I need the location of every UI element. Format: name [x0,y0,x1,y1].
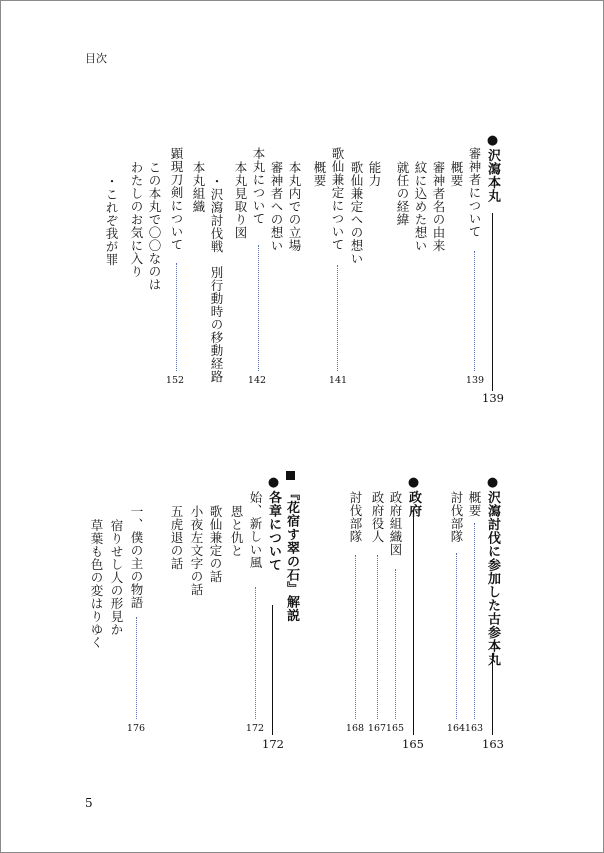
leader-dots [355,555,356,719]
toc-page-number: 167 [367,723,387,734]
toc-item[interactable]: この本丸で〇〇なのは [147,161,162,291]
chapter-title-kaisetsu: 『花宿す翠の石』解説 [284,487,299,622]
toc-item[interactable]: 一、僕の主の物語 [129,505,144,609]
toc-item[interactable]: 始、新しい風 [248,491,263,569]
leader-dots [176,263,177,371]
chapter-rule [272,605,273,735]
leader-dots [136,617,137,719]
toc-item-saniwa[interactable]: 審神者について [467,147,482,238]
toc-item[interactable]: 概要 [467,491,482,517]
toc-item[interactable]: 本丸内での立場 [287,161,302,252]
toc-page-number: 141 [328,375,348,386]
toc-item[interactable]: 討伐部隊 [449,491,464,543]
square-bullet-icon [286,471,295,480]
toc-page-number: 176 [126,723,146,734]
toc-item[interactable]: 宿りせし人の形見か [109,519,124,636]
leader-dots [456,553,457,719]
toc-item[interactable]: 恩と仇と [229,505,244,557]
toc-item[interactable]: 討伐部隊 [348,491,363,543]
leader-dots [377,555,378,719]
leader-dots [337,265,338,371]
chapter-rule [492,213,493,391]
leader-dots [474,251,475,371]
toc-item[interactable]: 本丸見取り図 [233,161,248,239]
toc-item[interactable]: わたしのお気に入り [129,161,144,278]
toc-item[interactable]: 能力 [367,161,382,187]
chapter-title-seifu: ●政府 [406,475,421,518]
toc-item[interactable]: 審神者への想い [269,161,284,252]
toc-item[interactable]: 五虎退の話 [169,505,184,570]
header-title: 目次 [85,52,107,65]
chapter-rule [413,513,414,735]
toc-item[interactable]: 紋に込めた想い [413,161,428,252]
toc-page-number: 164 [446,723,466,734]
chapter-title-kosan-honmaru: ●沢瀉討伐に参加した古参本丸 [485,475,500,666]
toc-item[interactable]: 概要 [449,161,464,187]
toc-item[interactable]: 審神者名の由来 [431,161,446,252]
toc-page-number: 163 [464,723,484,734]
toc-item[interactable]: 政府役人 [370,491,385,543]
toc-item[interactable]: 本丸組織 [191,161,206,213]
toc-item[interactable]: 就任の経緯 [395,161,410,226]
leader-dots [258,245,259,371]
toc-item-honmaru[interactable]: 本丸について [251,147,266,225]
leader-dots [474,523,475,719]
leader-dots [255,587,256,719]
chapter-title-omodaka-honmaru: ●沢瀉本丸 [485,133,500,203]
leader-dots [395,569,396,719]
toc-item-kengen[interactable]: 顕現刀剣について [169,147,184,251]
section-title-kakushou: ●各章について [266,475,281,572]
toc-item[interactable]: ・これぞ我が罪 [104,175,119,266]
chapter-page-number: 163 [482,737,504,751]
toc-item[interactable]: 草葉も色の変はりゆく [89,519,104,649]
toc-page-number: 172 [245,723,265,734]
toc-page-number: 152 [165,375,185,386]
toc-item[interactable]: 政府組織図 [388,491,403,556]
chapter-page-number: 165 [402,737,424,751]
chapter-page-number: 139 [482,391,504,405]
toc-page-number: 142 [247,375,267,386]
chapter-page-number: 172 [262,737,284,751]
page-number: 5 [85,796,93,810]
toc-page-number: 165 [385,723,405,734]
toc-item[interactable]: ・沢瀉討伐戦 別行動時の移動経路 [209,175,224,383]
toc-item-kasen[interactable]: 歌仙兼定について [330,147,345,251]
toc-page-number: 168 [345,723,365,734]
toc-item[interactable]: 概要 [312,161,327,187]
toc-item[interactable]: 小夜左文字の話 [189,505,204,596]
toc-item[interactable]: 歌仙兼定への想い [349,161,364,265]
toc-page-number: 139 [465,375,485,386]
chapter-rule [492,653,493,735]
toc-item[interactable]: 歌仙兼定の話 [208,505,223,583]
